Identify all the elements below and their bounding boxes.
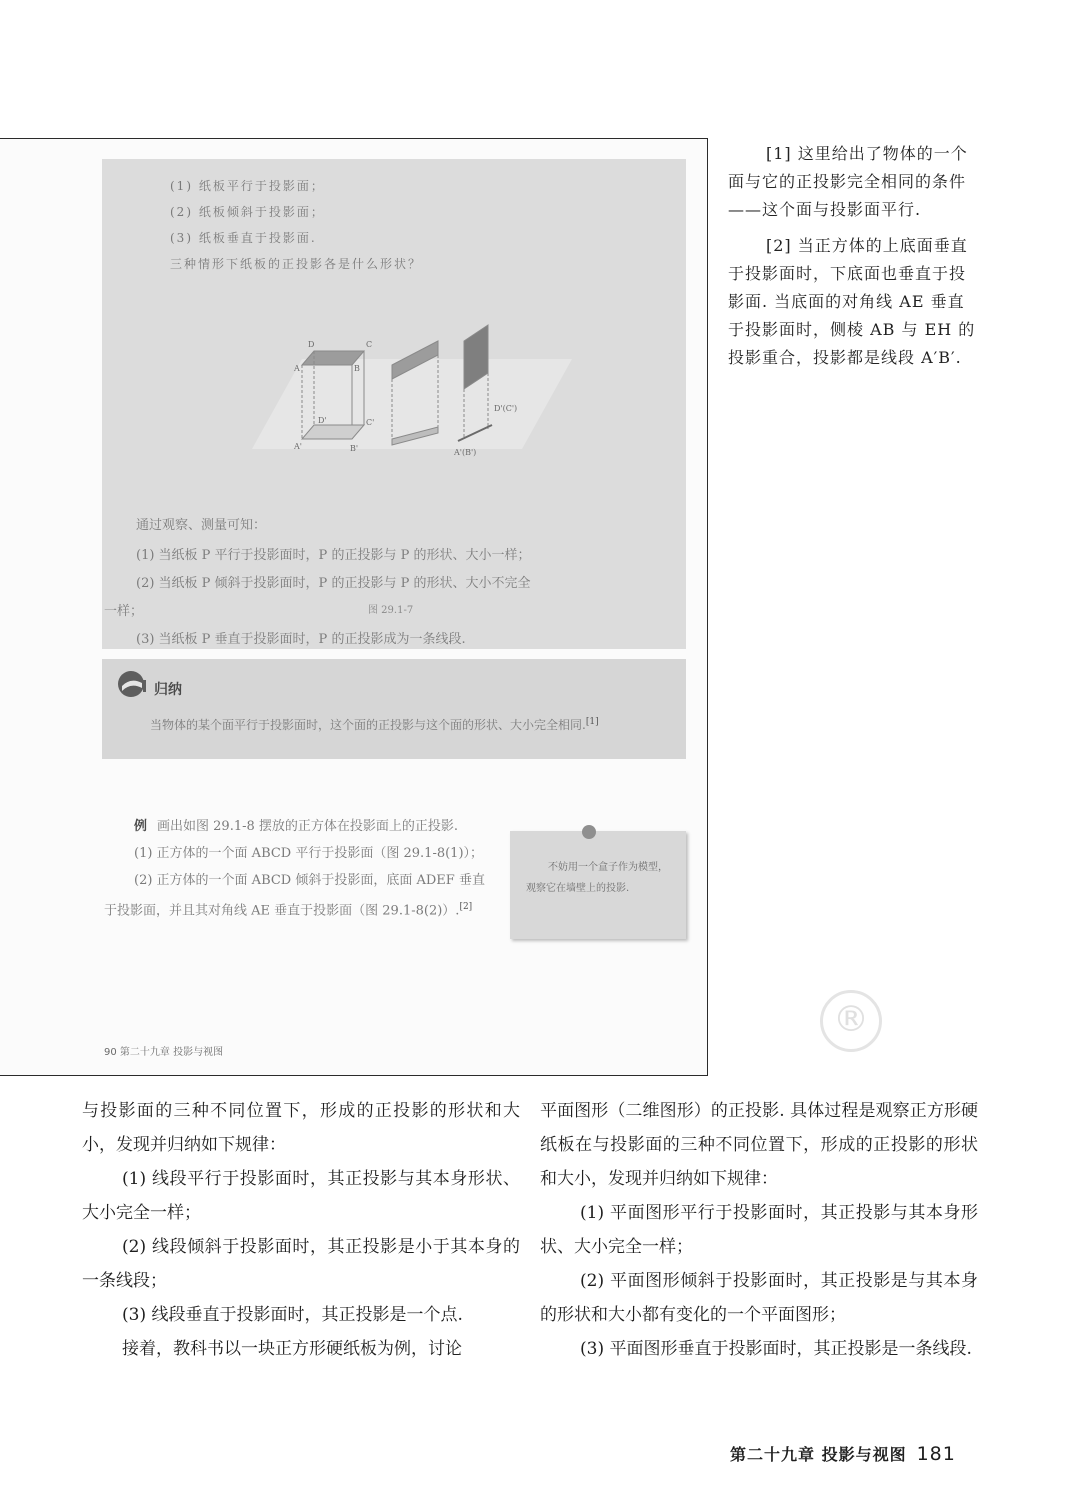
- margin-note: [1] 这里给出了物体的一个面与它的正投影完全相同的条件——这个面与投影面平行.: [728, 144, 968, 219]
- margin-note: [2] 当正方体的上底面垂直于投影面时，下底面也垂直于投影面. 当底面的对角线 AE 垂直于投影面时，侧棱 AB 与 EH 的投影重合，投影都是线段 A′B′.: [728, 236, 976, 367]
- pin-icon: [582, 825, 596, 839]
- question-line: (3) 纸板垂直于投影面.: [170, 231, 317, 245]
- observation-line: (2) 当纸板 P 倾斜于投影面时，P 的正投影与 P 的形状、大小不完全: [136, 576, 531, 591]
- registered-watermark: ®: [820, 990, 882, 1052]
- body-paragraph: (2) 平面图形倾斜于投影面时，其正投影是与其本身的形状和大小都有变化的一个平面图形；: [540, 1271, 978, 1325]
- embedded-page-footer: 90 第二十九章 投影与视图: [104, 1047, 224, 1058]
- figure-label: D'(C'): [494, 404, 518, 413]
- summary-box: [102, 659, 686, 759]
- summary-icon: [116, 669, 150, 699]
- example-label: 例: [134, 819, 148, 834]
- footnote-marker: [2]: [459, 902, 473, 912]
- figure-label: A'(B'): [454, 448, 477, 457]
- figure-label: C': [366, 418, 375, 427]
- observation-line: (1) 当纸板 P 平行于投影面时，P 的正投影与 P 的形状、大小一样；: [136, 548, 531, 563]
- body-paragraph: (2) 线段倾斜于投影面时，其正投影是小于其本身的一条线段；: [82, 1237, 520, 1291]
- figure-caption: 图 29.1-7: [368, 605, 414, 616]
- summary-title: 归纳: [154, 682, 182, 698]
- figure-label: A': [294, 442, 302, 451]
- figure-label: B': [350, 444, 359, 453]
- question-line: (2) 纸板倾斜于投影面；: [170, 205, 325, 219]
- left-column: [82, 1094, 520, 1366]
- example-text: (2) 正方体的一个面 ABCD 倾斜于投影面，底面 ADEF 垂直于投影面，并且其对角线 AE 垂直于投影面（图 29.1-8(2)）.: [104, 873, 485, 919]
- example-paragraph: (1) 正方体的一个面 ABCD 平行于投影面（图 29.1-8(1)）；: [134, 846, 484, 861]
- observation-line: 一样；: [104, 604, 144, 619]
- example-text: 画出如图 29.1-8 摆放的正方体在投影面上的正投影.: [157, 819, 459, 834]
- body-paragraph: (3) 线段垂直于投影面时，其正投影是一个点.: [122, 1305, 463, 1325]
- body-paragraph: 接着，教科书以一块正方形硬纸板为例，讨论: [122, 1339, 462, 1359]
- summary-text: [120, 709, 670, 738]
- question-line: 三种情形下纸板的正投影各是什么形状？: [170, 257, 423, 271]
- observation-block: [104, 511, 694, 651]
- figure-label: D: [308, 340, 315, 349]
- right-column: [540, 1094, 978, 1366]
- question-line: (1) 纸板平行于投影面；: [170, 179, 325, 193]
- embedded-page-image: [0, 138, 708, 1076]
- page-footer: [730, 1442, 956, 1465]
- observation-line: 通过观察、测量可知：: [136, 518, 267, 533]
- note-card: [510, 831, 686, 939]
- body-paragraph: (1) 平面图形平行于投影面时，其正投影与其本身形状、大小完全一样；: [540, 1203, 978, 1257]
- summary-text-content: 当物体的某个面平行于投影面时，这个面的正投影与这个面的形状、大小完全相同.: [150, 718, 586, 732]
- footnote-marker: [1]: [585, 717, 599, 727]
- body-paragraph: (1) 线段平行于投影面时，其正投影与其本身形状、大小完全一样；: [82, 1169, 520, 1223]
- page-number: 181: [916, 1443, 956, 1465]
- body-paragraph: 与投影面的三种不同位置下，形成的正投影的形状和大小，发现并归纳如下规律：: [82, 1101, 520, 1155]
- margin-notes: [728, 140, 980, 380]
- example-paragraph: [104, 867, 486, 924]
- example-block: [104, 813, 486, 924]
- body-paragraph: (3) 平面图形垂直于投影面时，其正投影是一条线段.: [580, 1339, 972, 1359]
- body-paragraph: 平面图形（二维图形）的正投影. 具体过程是观察正方形硬纸板在与投影面的三种不同位置下，形成的正投影的形状和大小，发现并归纳如下规律：: [540, 1101, 978, 1189]
- figure-label: B: [354, 364, 360, 373]
- note-card-text: 不妨用一个盒子作为模型，观察它在墙壁上的投影.: [526, 862, 668, 894]
- observation-line: (3) 当纸板 P 垂直于投影面时，P 的正投影成为一条线段.: [136, 632, 466, 647]
- figure-label: C: [366, 340, 373, 349]
- chapter-title: 第二十九章 投影与视图: [730, 1445, 907, 1464]
- figure-label: A: [294, 364, 300, 373]
- example-paragraph: [104, 813, 486, 840]
- figure-label: D': [318, 416, 327, 425]
